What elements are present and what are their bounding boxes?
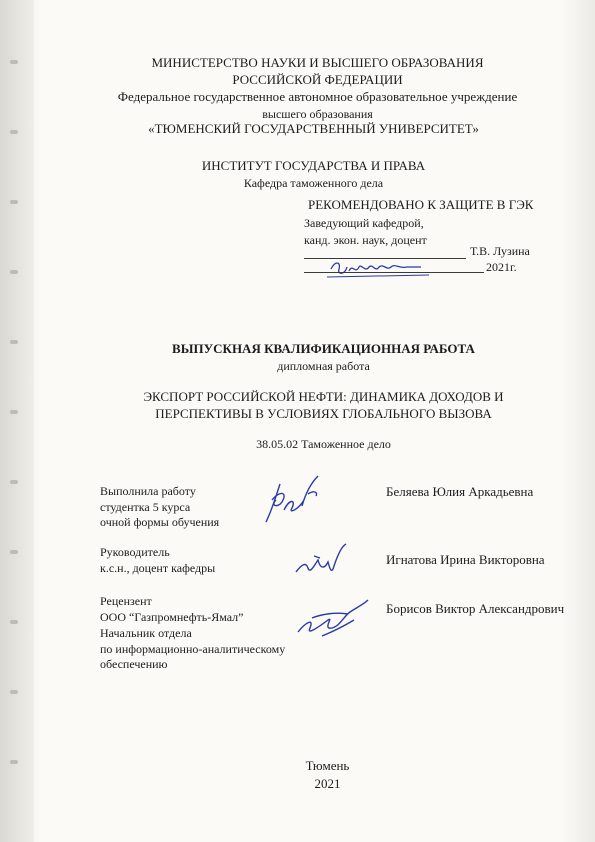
topic-line-2: ПЕРСПЕКТИВЫ В УСЛОВИЯХ ГЛОБАЛЬНОГО ВЫЗОВА (155, 406, 492, 421)
binding-hole (10, 410, 18, 414)
department-name: Кафедра таможенного дела (243, 176, 384, 190)
supervisor-role-line-2: к.с.н., доцент кафедры (100, 561, 216, 575)
author-signature (258, 470, 324, 530)
footer-year: 2021 (314, 776, 341, 791)
work-subtype: дипломная работа (277, 359, 370, 373)
ministry-line-2: РОССИЙСКОЙ ФЕДЕРАЦИИ (232, 72, 403, 87)
approval-date-line (304, 272, 484, 273)
approval-position: Заведующий кафедрой, (304, 216, 424, 230)
reviewer-name: Борисов Виктор Александрович (386, 601, 565, 616)
supervisor-role-line-1: Руководитель (100, 545, 170, 559)
binding-hole (10, 340, 18, 344)
reviewer-role-line-4: по информационно-аналитическому (100, 642, 286, 656)
binding-hole (10, 200, 18, 204)
binding-hole (10, 550, 18, 554)
approval-date: 2021г. (486, 260, 517, 274)
work-type: ВЫПУСКНАЯ КВАЛИФИКАЦИОННАЯ РАБОТА (172, 341, 475, 356)
binding-hole (10, 480, 18, 484)
specialty: 38.05.02 Таможенное дело (256, 437, 391, 451)
institution-line-2: высшего образования (262, 107, 373, 121)
reviewer-signature (292, 596, 372, 642)
author-role-line-3: очной формы обучения (100, 515, 220, 529)
ministry-line-1: МИНИСТЕРСТВО НАУКИ И ВЫСШЕГО ОБРАЗОВАНИЯ (151, 55, 484, 70)
approval-name: Т.В. Лузина (470, 244, 530, 258)
binding-hole (10, 270, 18, 274)
author-name: Беляева Юлия Аркадьевна (386, 484, 534, 499)
reviewer-role-line-5: обеспечению (100, 657, 168, 671)
binding-hole (10, 690, 18, 694)
handwritten-signature (325, 255, 435, 281)
approval-degree: канд. экон. наук, доцент (304, 233, 427, 247)
binding-hole (10, 60, 18, 64)
institute-name: ИНСТИТУТ ГОСУДАРСТВА И ПРАВА (201, 158, 426, 173)
topic-line-1: ЭКСПОРТ РОССИЙСКОЙ НЕФТИ: ДИНАМИКА ДОХОДОВ И (143, 389, 504, 404)
university-name: «ТЮМЕНСКИЙ ГОСУДАРСТВЕННЫЙ УНИВЕРСИТЕТ» (148, 121, 479, 136)
binding-hole (10, 620, 18, 624)
binding-hole (10, 760, 18, 764)
reviewer-role-line-1: Рецензент (100, 594, 152, 608)
approval-heading: РЕКОМЕНДОВАНО К ЗАЩИТЕ В ГЭК (308, 197, 534, 212)
author-role-line-2: студентка 5 курса (100, 500, 191, 514)
footer-city: Тюмень (305, 758, 350, 773)
reviewer-role-line-2: ООО “Газпромнефть-Ямал” (100, 610, 244, 624)
author-role-line-1: Выполнила работу (100, 484, 196, 498)
institution-line-1: Федеральное государственное автономное образовательное учреждение (117, 89, 518, 104)
supervisor-name: Игнатова Ирина Викторовна (386, 552, 545, 567)
supervisor-signature (290, 540, 354, 584)
reviewer-role-line-3: Начальник отдела (100, 626, 192, 640)
